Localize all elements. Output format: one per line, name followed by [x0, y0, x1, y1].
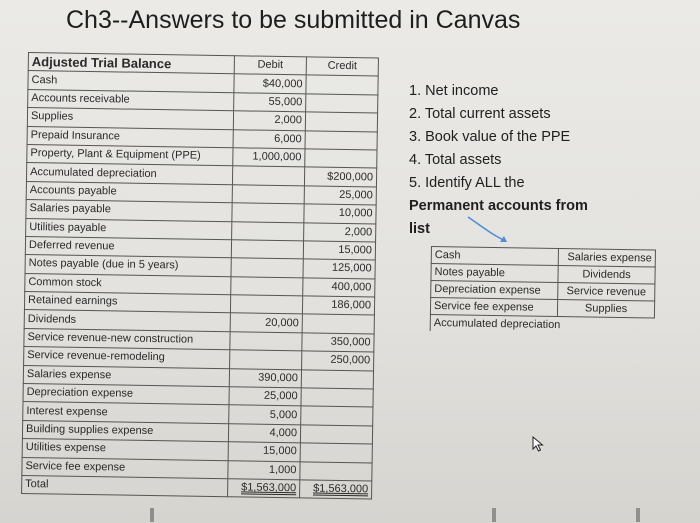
account-name-cell: Accumulated depreciation	[26, 163, 232, 185]
question-permanent-accounts: 5. Identify ALL the	[409, 175, 525, 191]
account-list-table	[430, 246, 656, 335]
debit-cell: 15,000	[228, 442, 300, 462]
credit-cell: 2,000	[304, 222, 376, 242]
edge-mark	[636, 508, 652, 522]
debit-cell: 55,000	[234, 93, 306, 113]
account-name-cell: Common stock	[25, 273, 231, 295]
debit-cell	[230, 295, 302, 315]
credit-cell	[300, 461, 372, 481]
question-permanent-accounts-line3: list	[409, 221, 430, 237]
debit-cell: 25,000	[229, 387, 301, 407]
account-name-cell: Utilities expense	[22, 439, 228, 461]
account-name-cell: Accounts payable	[26, 181, 232, 203]
debit-cell	[230, 350, 302, 370]
debit-cell: 20,000	[230, 313, 302, 333]
list-row	[430, 314, 654, 334]
credit-cell: $200,000	[304, 167, 376, 187]
debit-cell	[232, 184, 304, 204]
debit-cell	[230, 332, 302, 352]
credit-cell	[300, 443, 372, 463]
credit-cell	[301, 406, 373, 426]
question-book-value-ppe: 3. Book value of the PPE	[409, 129, 571, 145]
question-permanent-accounts-line2: Permanent accounts from	[409, 198, 588, 214]
account-name-cell: Dividends	[24, 310, 230, 332]
mouse-cursor-icon	[532, 436, 546, 452]
credit-cell	[302, 314, 374, 334]
credit-cell	[305, 130, 377, 150]
account-name-cell: Property, Plant & Equipment (PPE)	[27, 144, 233, 166]
account-name-cell: Interest expense	[23, 402, 229, 424]
credit-cell	[301, 369, 373, 389]
list-item: Accumulated depreciation	[430, 314, 654, 334]
account-name-cell: Salaries payable	[26, 200, 232, 222]
credit-cell	[300, 425, 372, 445]
credit-cell: 125,000	[303, 259, 375, 279]
header-credit: Credit	[306, 57, 378, 77]
question-total-assets: 4. Total assets	[409, 152, 502, 168]
list-item: Service revenue	[558, 282, 655, 301]
trial-balance-table	[21, 52, 379, 500]
account-name-cell: Prepaid Insurance	[27, 126, 233, 148]
credit-cell	[305, 149, 377, 169]
list-item: Dividends	[558, 266, 655, 285]
account-name-cell: Depreciation expense	[23, 383, 229, 405]
header-debit: Debit	[234, 56, 306, 76]
total-credit: $1,563,000	[300, 480, 372, 500]
account-name-cell: Deferred revenue	[25, 236, 231, 258]
account-name-cell: Service revenue-remodeling	[24, 347, 230, 369]
debit-cell: 1,000	[228, 460, 300, 480]
credit-cell: 10,000	[304, 204, 376, 224]
credit-cell: 350,000	[302, 333, 374, 353]
account-name-cell: Notes payable (due in 5 years)	[25, 255, 231, 277]
list-item: Salaries expense	[558, 249, 655, 268]
debit-cell: 390,000	[229, 368, 301, 388]
account-name-cell: Building supplies expense	[22, 420, 228, 442]
account-name-cell: Accounts receivable	[28, 89, 234, 111]
credit-cell: 25,000	[304, 186, 376, 206]
account-name-cell: Salaries expense	[23, 365, 229, 387]
list-item: Service fee expense	[430, 298, 557, 317]
account-name-cell: Utilities payable	[26, 218, 232, 240]
debit-cell	[232, 166, 304, 186]
debit-cell	[231, 240, 303, 260]
debit-cell: 6,000	[233, 129, 305, 149]
debit-cell: $40,000	[234, 74, 306, 94]
credit-cell: 400,000	[303, 278, 375, 298]
debit-cell	[232, 203, 304, 223]
edge-mark	[492, 508, 508, 522]
list-item: Supplies	[557, 299, 654, 318]
credit-cell	[305, 112, 377, 132]
account-name-cell: Service revenue-new construction	[24, 328, 230, 350]
annotation-arrow-icon	[466, 215, 511, 245]
debit-cell: 4,000	[228, 424, 300, 444]
credit-cell	[306, 75, 378, 95]
credit-cell	[306, 94, 378, 114]
account-name-cell: Service fee expense	[22, 457, 228, 479]
debit-cell	[232, 221, 304, 241]
total-label: Total	[22, 475, 228, 497]
debit-cell	[231, 276, 303, 296]
debit-cell: 5,000	[229, 405, 301, 425]
list-item: Notes payable	[431, 264, 558, 283]
question-current-assets: 2. Total current assets	[409, 106, 551, 122]
page-title: Ch3--Answers to be submitted in Canvas	[66, 6, 521, 34]
credit-cell: 250,000	[302, 351, 374, 371]
list-item: Cash	[431, 247, 558, 266]
list-item: Depreciation expense	[431, 281, 558, 300]
credit-cell	[301, 388, 373, 408]
debit-cell: 1,000,000	[233, 148, 305, 168]
header-account: Adjusted Trial Balance	[28, 53, 234, 75]
debit-cell: 2,000	[233, 111, 305, 131]
edge-mark	[150, 508, 166, 522]
total-debit: $1,563,000	[228, 479, 300, 499]
credit-cell: 15,000	[303, 241, 375, 261]
account-name-cell: Cash	[28, 71, 234, 93]
credit-cell: 186,000	[302, 296, 374, 316]
account-name-cell: Supplies	[27, 108, 233, 130]
debit-cell	[231, 258, 303, 278]
account-name-cell: Retained earnings	[24, 292, 230, 314]
question-net-income: 1. Net income	[409, 83, 499, 99]
